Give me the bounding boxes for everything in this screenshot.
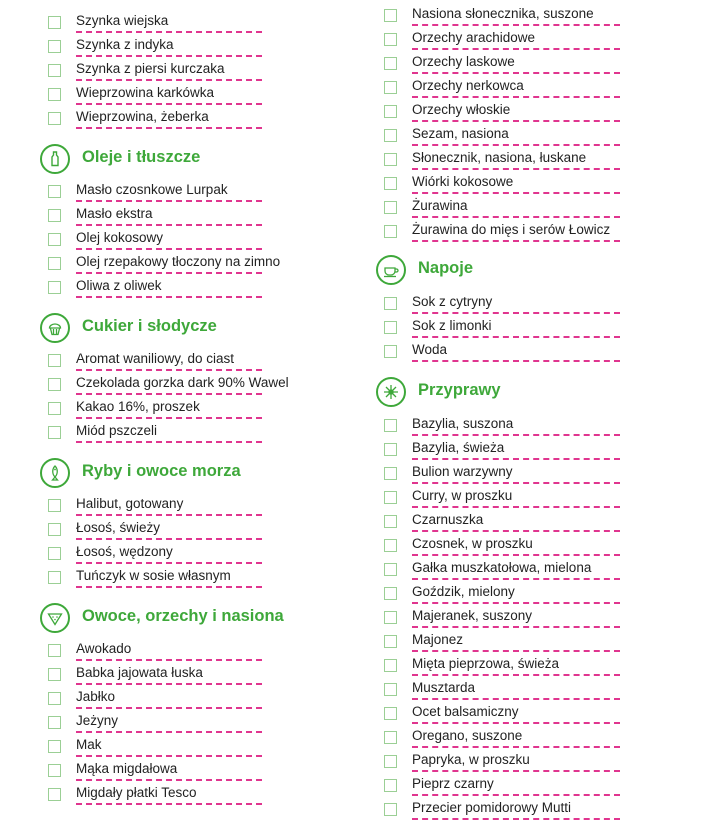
checkbox[interactable]	[384, 225, 397, 238]
cupcake-icon	[40, 313, 70, 343]
item-label: Bulion warzywny	[412, 464, 513, 479]
checkbox[interactable]	[48, 378, 61, 391]
item-label: Pieprz czarny	[412, 776, 494, 791]
checkbox[interactable]	[48, 40, 61, 53]
item-divider	[76, 659, 262, 661]
item-label: Curry, w proszku	[412, 488, 513, 503]
checkbox[interactable]	[384, 33, 397, 46]
item-label: Szynka wiejska	[76, 13, 169, 28]
item-divider	[76, 441, 262, 443]
checkbox[interactable]	[48, 788, 61, 801]
item-divider	[412, 434, 620, 436]
item-divider	[76, 538, 262, 540]
section-header	[40, 458, 300, 488]
checkbox[interactable]	[384, 467, 397, 480]
item-divider	[76, 127, 262, 129]
item-divider	[76, 369, 262, 371]
item-divider	[76, 514, 262, 516]
checkbox[interactable]	[48, 185, 61, 198]
item-label: Sok z cytryny	[412, 294, 493, 309]
item-label: Olej kokosowy	[76, 230, 164, 245]
item-divider	[412, 360, 620, 362]
item-divider	[412, 650, 620, 652]
item-label: Orzechy nerkowca	[412, 78, 524, 93]
fish-icon	[40, 458, 70, 488]
item-label: Oregano, suszone	[412, 728, 523, 743]
checkbox[interactable]	[384, 539, 397, 552]
item-divider	[76, 55, 262, 57]
item-label: Łosoś, wędzony	[76, 544, 173, 559]
checkbox[interactable]	[384, 153, 397, 166]
item-divider	[76, 683, 262, 685]
checkbox[interactable]	[48, 281, 61, 294]
item-label: Czosnek, w proszku	[412, 536, 533, 551]
item-label: Goździk, mielony	[412, 584, 515, 599]
section-title: Napoje	[418, 259, 474, 277]
item-divider	[76, 224, 262, 226]
item-divider	[412, 458, 620, 460]
item-label: Orzechy włoskie	[412, 102, 511, 117]
item-label: Mak	[76, 737, 102, 752]
checkbox[interactable]	[384, 659, 397, 672]
checkbox[interactable]	[384, 635, 397, 648]
checkbox[interactable]	[48, 257, 61, 270]
section-header	[40, 603, 300, 633]
checkbox[interactable]	[384, 803, 397, 816]
item-label: Mąka migdałowa	[76, 761, 178, 776]
item-divider	[412, 216, 620, 218]
checkbox[interactable]	[48, 547, 61, 560]
item-divider	[412, 120, 620, 122]
item-divider	[412, 578, 620, 580]
item-divider	[76, 586, 262, 588]
item-divider	[76, 779, 262, 781]
item-divider	[412, 770, 620, 772]
item-label: Babka jajowata łuska	[76, 665, 203, 680]
item-label: Woda	[412, 342, 448, 357]
checkbox[interactable]	[48, 764, 61, 777]
item-label: Szynka z piersi kurczaka	[76, 61, 225, 76]
checkbox[interactable]	[48, 112, 61, 125]
item-divider	[76, 200, 262, 202]
item-label: Olej rzepakowy tłoczony na zimno	[76, 254, 281, 269]
checkbox[interactable]	[48, 692, 61, 705]
item-label: Musztarda	[412, 680, 476, 695]
item-divider	[76, 272, 262, 274]
item-label: Aromat waniliowy, do ciast	[76, 351, 235, 366]
item-divider	[412, 506, 620, 508]
item-divider	[76, 296, 262, 298]
item-divider	[412, 192, 620, 194]
checkbox[interactable]	[384, 129, 397, 142]
checkbox[interactable]	[384, 683, 397, 696]
item-divider	[76, 248, 262, 250]
item-label: Masło ekstra	[76, 206, 153, 221]
checkbox[interactable]	[48, 716, 61, 729]
checkbox[interactable]	[384, 755, 397, 768]
item-divider	[412, 818, 620, 820]
item-divider	[76, 417, 262, 419]
item-label: Wieprzowina, żeberka	[76, 109, 209, 124]
checkbox[interactable]	[48, 426, 61, 439]
list-item	[48, 787, 264, 811]
section-header	[40, 144, 300, 174]
item-label: Bazylia, świeża	[412, 440, 505, 455]
item-label: Czarnuszka	[412, 512, 484, 527]
checkbox[interactable]	[384, 563, 397, 576]
item-label: Słonecznik, nasiona, łuskane	[412, 150, 587, 165]
checkbox[interactable]	[48, 668, 61, 681]
list-item	[48, 280, 264, 304]
item-divider	[76, 707, 262, 709]
item-label: Przecier pomidorowy Mutti	[412, 800, 572, 815]
list-item	[48, 425, 264, 449]
checkbox[interactable]	[48, 571, 61, 584]
item-divider	[76, 755, 262, 757]
item-divider	[412, 602, 620, 604]
checkbox[interactable]	[48, 644, 61, 657]
item-label: Miód pszczeli	[76, 423, 158, 438]
checkbox[interactable]	[384, 201, 397, 214]
item-divider	[76, 31, 262, 33]
item-label: Nasiona słonecznika, suszone	[412, 6, 594, 21]
checkbox[interactable]	[384, 9, 397, 22]
item-divider	[412, 554, 620, 556]
item-label: Kakao 16%, proszek	[76, 399, 200, 414]
item-divider	[76, 562, 262, 564]
item-divider	[412, 674, 620, 676]
item-divider	[412, 698, 620, 700]
checkbox[interactable]	[48, 88, 61, 101]
list-item	[384, 224, 622, 248]
section-title: Cukier i słodycze	[82, 317, 217, 335]
item-label: Masło czosnkowe Lurpak	[76, 182, 228, 197]
checkbox[interactable]	[384, 779, 397, 792]
bottle-icon	[40, 144, 70, 174]
section-title: Owoce, orzechy i nasiona	[82, 607, 284, 625]
item-label: Papryka, w proszku	[412, 752, 530, 767]
item-label: Awokado	[76, 641, 132, 656]
checkbox[interactable]	[384, 81, 397, 94]
item-divider	[76, 79, 262, 81]
item-label: Halibut, gotowany	[76, 496, 184, 511]
item-label: Majonez	[412, 632, 464, 647]
teacup-icon	[376, 255, 406, 285]
item-label: Szynka z indyka	[76, 37, 174, 52]
item-divider	[412, 746, 620, 748]
section-header	[376, 255, 636, 285]
item-label: Orzechy arachidowe	[412, 30, 536, 45]
checkbox[interactable]	[48, 740, 61, 753]
item-divider	[76, 393, 262, 395]
checkbox[interactable]	[384, 491, 397, 504]
section-title: Przyprawy	[418, 381, 501, 399]
item-label: Orzechy laskowe	[412, 54, 515, 69]
list-item	[384, 802, 622, 826]
checkbox[interactable]	[384, 177, 397, 190]
checkbox[interactable]	[48, 523, 61, 536]
item-label: Żurawina do mięs i serów Łowicz	[412, 222, 611, 237]
item-divider	[412, 312, 620, 314]
item-label: Jeżyny	[76, 713, 119, 728]
item-label: Łosoś, świeży	[76, 520, 161, 535]
item-label: Mięta pieprzowa, świeża	[412, 656, 560, 671]
item-divider	[412, 144, 620, 146]
item-label: Żurawina	[412, 198, 468, 213]
item-divider	[412, 240, 620, 242]
checkbox[interactable]	[384, 105, 397, 118]
star-anise-icon	[376, 377, 406, 407]
list-item	[48, 570, 264, 594]
checkbox[interactable]	[48, 233, 61, 246]
item-divider	[76, 103, 262, 105]
item-divider	[412, 626, 620, 628]
item-label: Wieprzowina karkówka	[76, 85, 215, 100]
item-divider	[412, 794, 620, 796]
checkbox[interactable]	[384, 443, 397, 456]
item-divider	[76, 803, 262, 805]
item-divider	[412, 72, 620, 74]
section-header	[40, 313, 300, 343]
item-label: Bazylia, suszona	[412, 416, 514, 431]
item-label: Ocet balsamiczny	[412, 704, 519, 719]
checkbox[interactable]	[384, 587, 397, 600]
section-title: Oleje i tłuszcze	[82, 148, 201, 166]
checkbox[interactable]	[48, 209, 61, 222]
checkbox[interactable]	[384, 731, 397, 744]
item-divider	[412, 24, 620, 26]
item-divider	[412, 168, 620, 170]
checkbox[interactable]	[384, 419, 397, 432]
watermelon-icon	[40, 603, 70, 633]
item-divider	[412, 336, 620, 338]
item-label: Gałka muszkatołowa, mielona	[412, 560, 592, 575]
checkbox[interactable]	[384, 345, 397, 358]
item-divider	[412, 482, 620, 484]
item-divider	[412, 530, 620, 532]
checkbox[interactable]	[384, 297, 397, 310]
checkbox[interactable]	[48, 402, 61, 415]
checkbox[interactable]	[48, 499, 61, 512]
section-title: Ryby i owoce morza	[82, 462, 241, 480]
item-label: Majeranek, suszony	[412, 608, 533, 623]
item-label: Jabłko	[76, 689, 116, 704]
item-label: Tuńczyk w sosie własnym	[76, 568, 231, 583]
item-divider	[76, 731, 262, 733]
checkbox[interactable]	[48, 354, 61, 367]
item-divider	[412, 96, 620, 98]
item-label: Migdały płatki Tesco	[76, 785, 197, 800]
item-label: Sok z limonki	[412, 318, 492, 333]
list-item	[48, 111, 264, 135]
checkbox[interactable]	[384, 57, 397, 70]
section-header	[376, 377, 636, 407]
checkbox[interactable]	[384, 515, 397, 528]
checkbox[interactable]	[384, 611, 397, 624]
item-label: Czekolada gorzka dark 90% Wawel	[76, 375, 289, 390]
item-label: Wiórki kokosowe	[412, 174, 514, 189]
checkbox[interactable]	[384, 707, 397, 720]
item-divider	[412, 722, 620, 724]
list-item	[384, 344, 622, 368]
checkbox[interactable]	[384, 321, 397, 334]
item-label: Sezam, nasiona	[412, 126, 509, 141]
checkbox[interactable]	[48, 16, 61, 29]
item-label: Oliwa z oliwek	[76, 278, 162, 293]
checkbox[interactable]	[48, 64, 61, 77]
item-divider	[412, 48, 620, 50]
